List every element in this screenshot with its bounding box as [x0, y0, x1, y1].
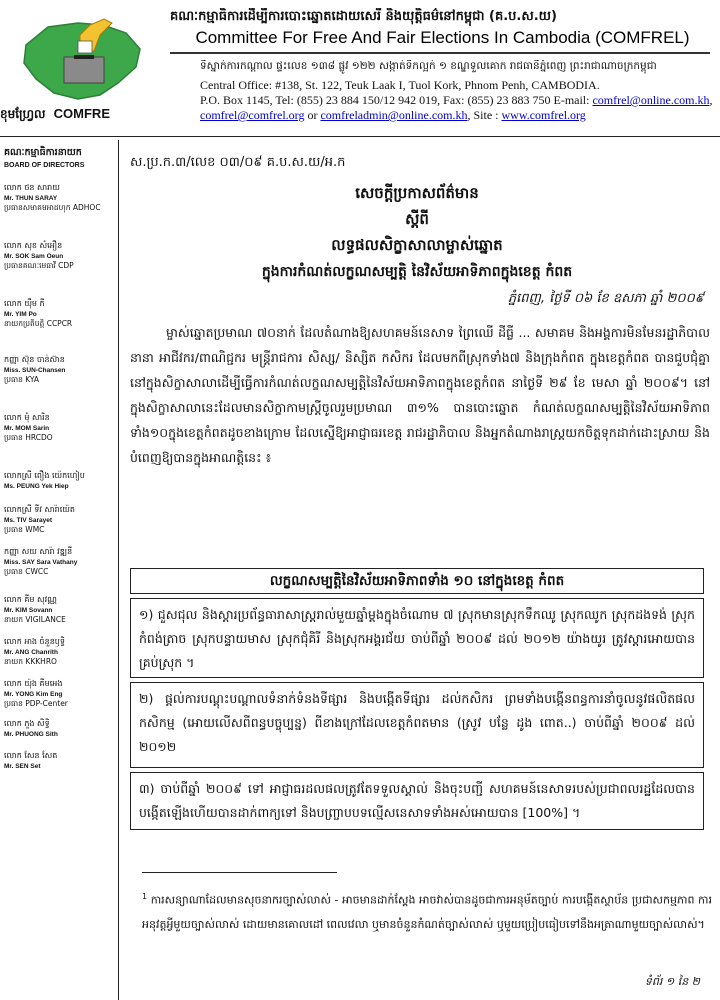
header-divider	[170, 52, 710, 54]
email-link-1[interactable]: comfrel@online.com.kh	[592, 93, 710, 107]
org-title-khmer: គណៈកម្មាធិការដើម្បីការបោះឆ្នោតដោយសេរី និងយុត្តិធម៌នៅកម្ពុជា (គ.ប.ស.យ)	[170, 9, 557, 24]
member-name-english: Mr. PHUONG Sith	[4, 731, 58, 738]
member-name-khmer: លោក មុំ សារិន	[4, 413, 50, 422]
address-block	[200, 78, 715, 123]
intro-paragraph	[130, 320, 710, 470]
email-link-2[interactable]: comfrel@comfrel.org	[200, 108, 305, 122]
member-name-khmer: កញ្ញា សយ សារ៉ា វឌ្ឍនី	[4, 547, 73, 556]
member-org: ប្រធាន WMC	[4, 525, 45, 534]
priority-item: ២) ផ្តល់ការបណ្តុះបណ្តាលទំនាក់ទំនងទីផ្សារ និងបង្កើតទីផ្សារ ដល់កសិករ ព្រមទាំងបង្កើនពន្ធការនាំចូលនូវផលិតផលកសិកម្ម (អោយលើសពីពន្ធបច្ចុប្បន្ន) ពីខាងក្រៅដែលខេត្តកំពតមាន (ស្រូវ បន្លែ ដូង ពោត..) ចាប់ពីឆ្នាំ ២០០៩ ដល់ ២០១២	[130, 682, 704, 768]
member-name-khmer: លោក អាង ចំនួនឫទ្ធិ	[4, 637, 65, 646]
cambodia-map-ballot-icon	[8, 5, 158, 107]
org-title-english: Committee For Free And Fair Elections In Cambodia (COMFREL)	[195, 28, 690, 47]
date-line: ភ្នំពេញ, ថ្ងៃទី ០៦ ខែ ឧសភា ឆ្នាំ ២០០៩	[507, 291, 704, 306]
footnote	[142, 885, 712, 937]
member-name-khmer: លោកស្រី ទីវ សារ៉ាយ៉េត	[4, 505, 75, 514]
member-name-english: Miss. SUN-Chansen	[4, 367, 66, 374]
member-name-english: Ms. PEUNG Yek Hiep	[4, 483, 69, 490]
document-subject: លទ្ធផលសិក្ខាសាលាម្ចាស់ឆ្នោត	[331, 236, 503, 254]
board-member	[4, 678, 116, 710]
page-number: ទំព័រ ១ នៃ ២	[644, 975, 700, 988]
board-member	[4, 182, 116, 214]
member-name-english: Mr. YIM Po	[4, 311, 37, 318]
board-member	[4, 546, 116, 578]
website-link[interactable]: www.comfrel.org	[501, 108, 586, 122]
address-english: Central Office: #138, St. 122, Teuk Laak I, Tuol Kork, Phnom Penh, CAMBODIA.	[200, 78, 600, 92]
footnote-text: ការសន្យាណាដែលមានសុចនាករច្បាស់លាស់ - អាចមានដាក់ស្តែង អាចវាស់បានដូចជាការអនុម័តច្បាប់ ការបង្កើតស្ថាប័ន ប្រជាសកម្មភាព ការអនុវត្តអ្វីមួយច្បាស់លាស់ ដោយមានគោលដៅ ពេលវេលា ឬមានចំនួនកំណត់ច្បាស់លាស់ ឬមួយប្រៀបធៀបទៅនឹងអត្រាណាមួយច្បាស់លាស់។	[142, 893, 713, 931]
board-member	[4, 412, 116, 444]
logo-caption-khmer: ខុមហ្វ្រែល	[0, 107, 46, 121]
member-name-khmer: លោក ភួង សិទ្ធិ	[4, 719, 50, 728]
member-name-english: Mr. ANG Chanrith	[4, 649, 58, 656]
member-name-english: Mr. KIM Sovann	[4, 607, 53, 614]
member-name-english: Miss. SAY Sara Vathany	[4, 559, 78, 566]
footnote-divider	[142, 872, 337, 873]
member-name-english: Mr. MOM Sarin	[4, 425, 50, 432]
member-org: ប្រធាន CWCC	[4, 567, 49, 576]
intro-paragraph-text: ម្ចាស់ឆ្នោតប្រមាណ ៧០នាក់ ដែលតំណាងឱ្យសហគមន៍នេសាទ ព្រៃឈើ ដីធ្លី ... សមាគម និងអង្គការមិនមែនរដ្ឋាភិបាលនានា អាជីវករ/ពាណិជ្ជករ មន្ត្រីរាជការ សិស្ស/ និស្សិត កសិករ ដែលមកពីស្រុកទាំង៧ និងក្រុងកំពត ក្នុងខេត្តកំពត បានជួបជុំគ្នានៅក្នុងសិក្ខាសាលាដើម្បីធ្វើការកំណត់លក្ខណសម្បត្តិនៃវិស័យអាទិភាពក្នុងខេត្តកំពត នាថ្ងៃទី ២៩ ខែ មេសា ឆ្នាំ ២០០៩។ នៅក្នុងសិក្ខាសាលានេះដែលមានសិក្ខាកាមស្ត្រីចូលរួមប្រមាណ ៣១% បានបោះឆ្នោត កំណត់លក្ខណសម្បត្តិនៃវិស័យអាទិភាពទាំង១០ក្នុងខេត្តកំពតដូចខាងក្រោម ដែលស្នើឱ្យអាជ្ញាធរខេត្ត រាជរដ្ឋាភិបាល និងអ្នកតំណាងរាស្ត្រយកចិត្តទុកដាក់ដោះស្រាយ និងបំពេញឱ្យបានក្នុងអាណត្តិនេះ ៖	[130, 325, 710, 465]
footnote-marker: 1	[142, 892, 148, 901]
member-name-khmer: លោកស្រី ពឿង យ៉េកហៀប	[4, 471, 85, 480]
member-name-khmer: លោក យ៉ឹម ភី	[4, 299, 45, 308]
email-link-3[interactable]: comfreladmin@online.com.kh	[320, 108, 468, 122]
board-title-khmer: គណៈកម្មាធិការនាយក	[4, 147, 82, 158]
board-member	[4, 504, 116, 536]
member-name-khmer: លោក ថន សារាយ	[4, 183, 60, 192]
board-member	[4, 750, 116, 771]
member-org: នាយក KKKHRO	[4, 657, 57, 666]
member-name-english: Ms. TIV Sarayet	[4, 517, 53, 524]
member-name-english: Mr. THUN SARAY	[4, 195, 58, 202]
board-member	[4, 594, 116, 626]
document-title: សេចក្តីប្រកាសព័ត៌មាន	[355, 184, 479, 202]
contact-line-2	[200, 108, 715, 123]
member-org: នាយកប្រតិបត្តិ CCPCR	[4, 319, 73, 328]
document-subject-detail: ក្នុងការកំណត់លក្ខណសម្បត្តិ នៃវិស័យអាទិភាពក្នុងខេត្ត កំពត	[261, 264, 573, 280]
board-member	[4, 240, 116, 272]
member-org: នាយក VIGILANCE	[4, 615, 66, 624]
member-org: ប្រធាន PDP-Center	[4, 699, 68, 708]
board-of-directors-sidebar	[0, 140, 119, 1000]
member-org: ប្រធាន KYA	[4, 375, 40, 384]
site-label: , Site :	[467, 108, 502, 122]
board-member	[4, 636, 116, 668]
board-member	[4, 718, 116, 739]
address-khmer: ទីស្នាក់ការកណ្តាល ផ្ទះលេខ ១៣៨ ផ្លូវ ១២២ សង្កាត់ទឹកល្អក់ ១ ខណ្ឌទួលគោក រាជធានីភ្នំពេញ ព្រះរាជាណាចក្រកម្ពុជា	[200, 60, 657, 72]
letterhead-divider	[0, 136, 720, 137]
member-name-khmer: កញ្ញា ស៊ុន ចាន់ស៊ាន	[4, 355, 65, 364]
priority-item: ១) ជួសជុល និងស្តារប្រព័ន្ធធារាសាស្ត្ររាល់មួយឆ្នាំម្តងក្នុងចំណោម ៧ ស្រុកមានស្រុកទឹកឈូ ស្រុកឈូក ស្រុកដងទង់ ស្រុកកំពង់ត្រាច ស្រុកបន្ទាយមាស ស្រុកជុំគិរី និងស្រុកអង្គរជ័យ ចាប់ពីឆ្នាំ ២០០៩ ដល់ ២០១២ យ៉ាងយូរ ត្រូវស្តារអោយបានគ្រប់ស្រុក ។	[130, 598, 704, 678]
member-name-english: Mr. SOK Sam Oeun	[4, 253, 64, 260]
board-member	[4, 354, 116, 386]
member-name-khmer: លោក យ៉ុង គីមអេង	[4, 679, 63, 688]
board-title-english: BOARD OF DIRECTORS	[4, 162, 85, 169]
member-org: ប្រធាន HRCDO	[4, 433, 53, 442]
member-name-khmer: លោក សុខ សំអឿន	[4, 241, 63, 250]
member-name-english: Mr. YONG Kim Eng	[4, 691, 63, 698]
or-text: or	[304, 108, 321, 122]
priority-table-header: លក្ខណសម្បត្តិនៃវិស័យអាទិភាពទាំង ១០ នៅក្នុងខេត្ត កំពត	[130, 568, 704, 594]
member-name-khmer: លោក សែន សែត	[4, 751, 58, 760]
member-org: ប្រធានគណៈមេធាវី CDP	[4, 261, 74, 270]
logo-caption-english: COMFRE	[53, 106, 110, 121]
member-name-khmer: លោក គីម សុវណ្ណ	[4, 595, 57, 604]
contact-line: P.O. Box 1145, Tel: (855) 23 884 150/12 942 019, Fax: (855) 23 883 750 E-mail: comfrel@online.com.kh,	[200, 93, 713, 107]
member-org: ប្រធានសមាគមអាដហុក ADHOC	[4, 203, 101, 212]
board-member	[4, 470, 116, 491]
logo-caption	[0, 106, 160, 124]
document-subtitle-about: ស្តីពី	[405, 210, 429, 228]
priority-item: ៣) ចាប់ពីឆ្នាំ ២០០៩ ទៅ អាជ្ញាធរដលផលត្រូវតែទទួលស្គាល់ និងចុះបញ្ជី សហគមន៍នេសាទរបស់ប្រជាពលរដ្ឋដែលបានបង្កើតឡើងហើយបានដាក់ពាក្យទៅ និងបញ្ច្រាបបទល្មើសនេសាទទាំងអស់អោយបាន [100%] ។	[130, 772, 704, 830]
board-member	[4, 298, 116, 330]
contact-text: P.O. Box 1145, Tel: (855) 23 884 150/12 942 019, Fax: (855) 23 883 750 E-mail:	[200, 93, 593, 107]
reference-number: ស.ប្រ.ក.៣/លេខ ០៣/០៩ គ.ប.ស.យ/អ.ក	[130, 155, 346, 170]
member-name-english: Mr. SEN Set	[4, 763, 41, 770]
